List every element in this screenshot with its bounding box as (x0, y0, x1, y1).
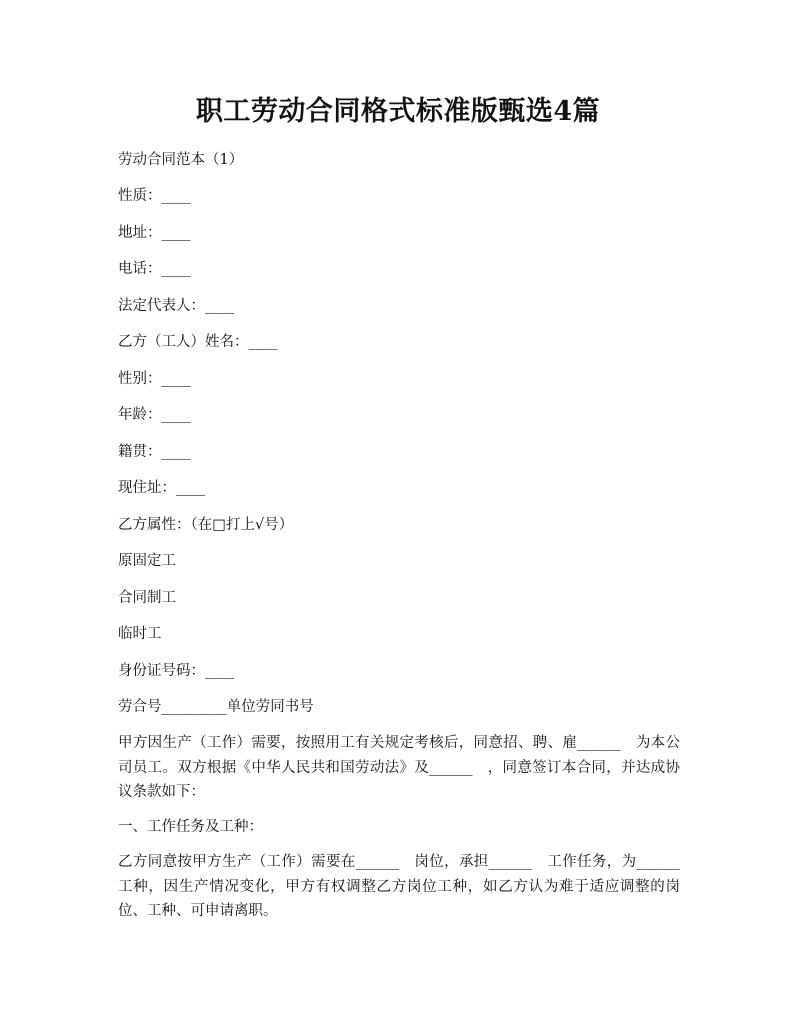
option-temporary-worker: 临时工 (118, 626, 162, 642)
section-heading-job-tasks: 一、工作任务及工种： (118, 819, 263, 835)
field-contract-number: 劳合号_________单位劳同书号 (118, 699, 314, 715)
field-worker-name: 乙方（工人）姓名：____ (118, 334, 278, 350)
field-native-place: 籍贯：____ (118, 444, 191, 460)
field-phone: 电话：____ (118, 261, 191, 277)
field-age: 年龄：____ (118, 407, 191, 423)
option-permanent-worker: 原固定工 (118, 553, 176, 569)
paragraph-employment-intro: 甲方因生产（工作）需要，按照用工有关规定考核后，同意招、聘、雇______ 为本公司员工。双方根据《中华人民共和国劳动法》及______ ，同意签订本合同，并达成协议条款如下： (118, 735, 680, 800)
field-legal-representative: 法定代表人：____ (118, 298, 234, 314)
field-address: 地址：____ (118, 225, 191, 241)
option-contract-worker: 合同制工 (118, 590, 176, 606)
document-title: 职工劳动合同格式标准版甄选4篇 (195, 96, 601, 127)
field-gender: 性别：____ (118, 371, 191, 387)
field-current-address: 现住址：____ (118, 480, 205, 496)
field-nature: 性质：____ (118, 188, 191, 204)
contract-sample-heading: 劳动合同范本（1） (118, 152, 244, 168)
field-id-number: 身份证号码：____ (118, 663, 234, 679)
paragraph-job-tasks: 乙方同意按甲方生产（工作）需要在______ 岗位，承担______ 工作任务，为______ 工种，因生产情况变化，甲方有权调整乙方岗位工种，如乙方认为难于适应调整的岗位、工种、可申请离职。 (118, 854, 695, 919)
field-worker-type: 乙方属性：（在□打上√号） (118, 517, 294, 533)
